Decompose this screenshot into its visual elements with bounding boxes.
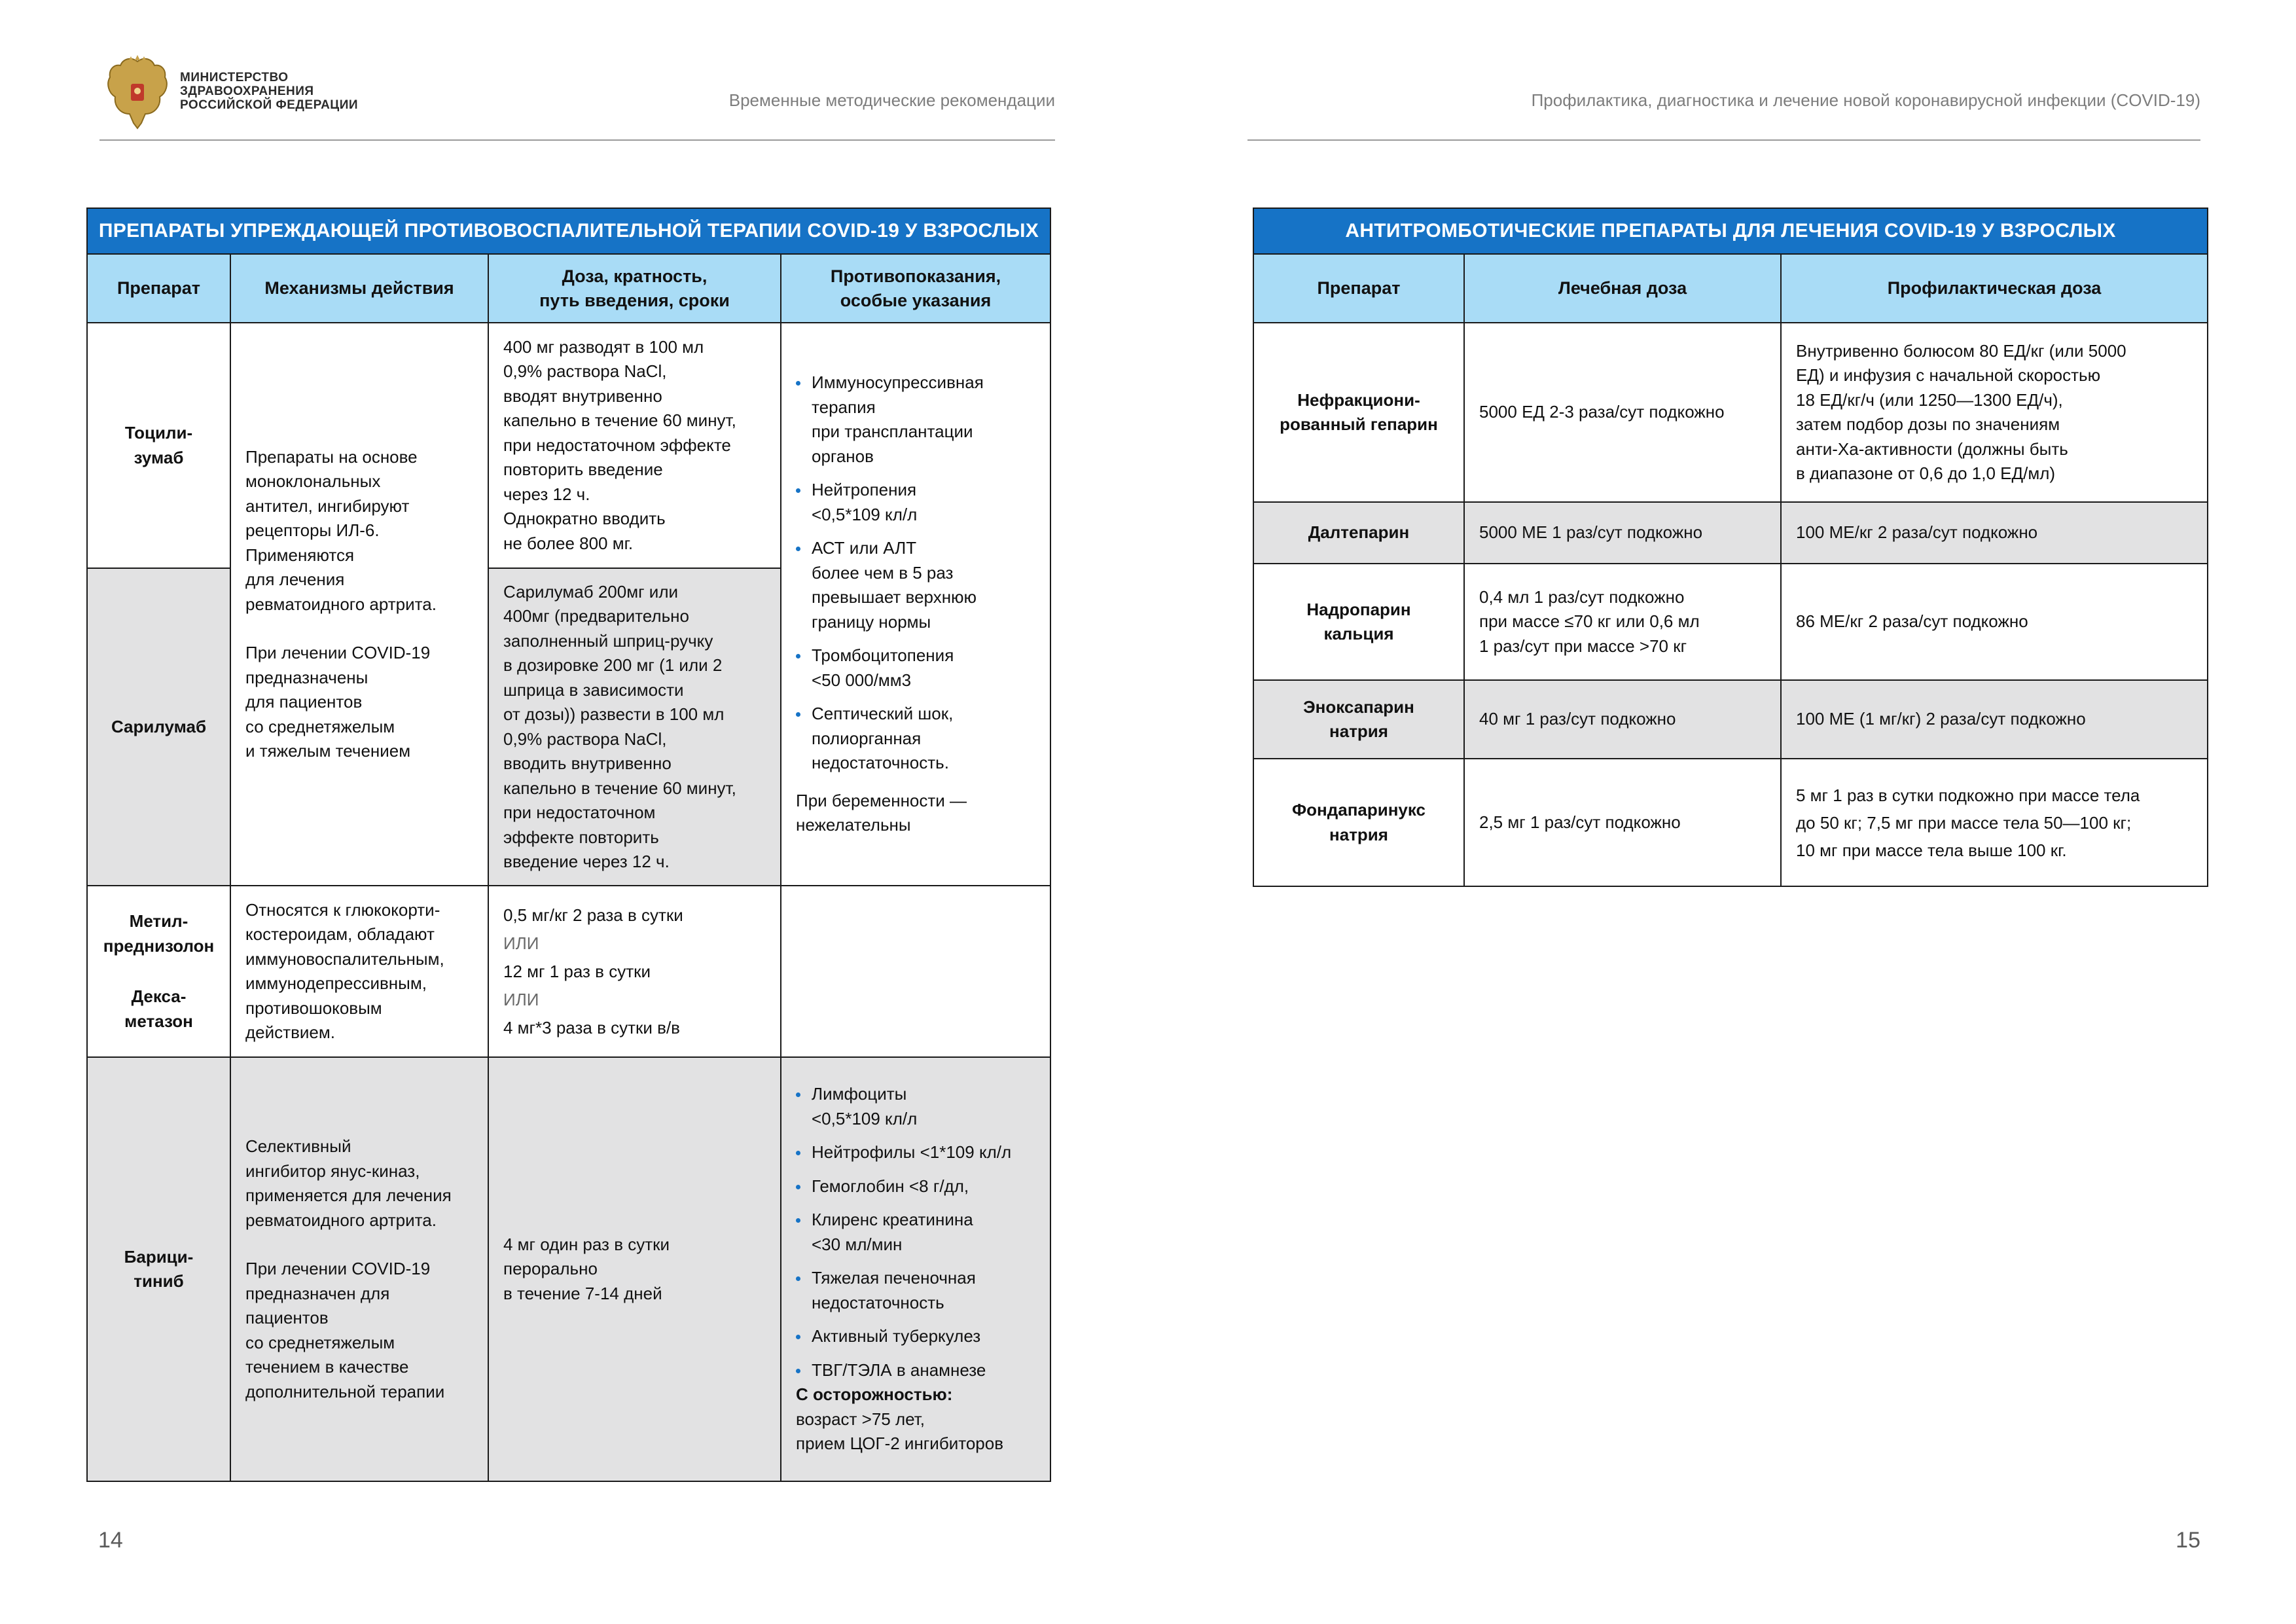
- antithrombotic-table: [1253, 208, 2208, 887]
- column-header: Профилактическая доза: [1781, 254, 2208, 323]
- list-item: Лимфоциты <0,5*109 кл/л: [796, 1082, 1035, 1131]
- column-header: Доза, кратность, путь введения, сроки: [488, 254, 781, 323]
- list-item: ТВГ/ТЭЛА в анамнезе: [796, 1358, 1035, 1383]
- treatment-dose-cell: 40 мг 1 раз/сут подкожно: [1464, 680, 1781, 759]
- header-divider: [99, 139, 1055, 141]
- list-item: Септический шок, полиорганная недостаточность.: [796, 702, 1035, 776]
- drug-name: Сарилумаб: [87, 568, 230, 886]
- treatment-dose-cell: 2,5 мг 1 раз/сут подкожно: [1464, 759, 1781, 886]
- page-number: 15: [2176, 1528, 2200, 1553]
- list-item: Тромбоцитопения <50 000/мм3: [796, 643, 1035, 693]
- pregnancy-note: При беременности — нежелательны: [796, 790, 967, 835]
- prophylactic-dose-cell: Внутривенно болюсом 80 ЕД/кг (или 5000 ЕД) и инфузия с начальной скоростью 18 ЕД/кг/ч (или 1250—1300 ЕД/ч), затем подбор дозы по значениям анти-Ха-активности (должны быть в диапазоне от 0,6 до 1,0 ЕД/мл): [1781, 323, 2208, 502]
- anti-inflammatory-table: [86, 208, 1051, 1482]
- drug-name: Метил- преднизолон Декса- метазон: [87, 886, 230, 1057]
- drug-name: Фондапаринукс натрия: [1253, 759, 1464, 886]
- list-item: АСТ или АЛТ более чем в 5 раз превышает верхнюю границу нормы: [796, 536, 1035, 634]
- dose-cell: Сарилумаб 200мг или 400мг (предварительно заполненный шприц-ручку в дозировке 200 мг (1 или 2 шприца в зависимости от дозы)) развести в 100 мл 0,9% раствора NaCl, вводить внутривенно капельно в течение 60 минут, при недостаточном эффекте повторить введение через 12 ч.: [488, 568, 781, 886]
- dose-cell: 0,5 мг/кг 2 раза в сутки ИЛИ 12 мг 1 раз в сутки ИЛИ 4 мг*3 раза в сутки в/в: [488, 886, 781, 1057]
- contraindications-cell: [781, 886, 1050, 1057]
- prophylactic-dose-cell: 86 МЕ/кг 2 раза/сут подкожно: [1781, 564, 2208, 680]
- dose-cell: 4 мг один раз в сутки перорально в течение 7-14 дней: [488, 1057, 781, 1481]
- list-item: Нейтрофилы <1*109 кл/л: [796, 1140, 1035, 1165]
- mechanism-cell: Относятся к глюкокорти- костероидам, обладают иммуновоспалительным, иммунодепрессивным, противошоковым действием.: [230, 886, 488, 1057]
- list-item: Активный туберкулез: [796, 1324, 1035, 1349]
- dose-cell: 400 мг разводят в 100 мл 0,9% раствора NaCl, вводят внутривенно капельно в течение 60 минут, при недостаточном эффекте повторить введение через 12 ч. Однократно вводить не более 800 мг.: [488, 323, 781, 568]
- mechanism-cell: Селективный ингибитор янус-киназ, применяется для лечения ревматоидного артрита. При лечении COVID-19 предназначен для пациентов со среднетяжелым течением в качестве дополнительной терапии: [230, 1057, 488, 1481]
- treatment-dose-cell: 5000 ЕД 2-3 раза/сут подкожно: [1464, 323, 1781, 502]
- right-page: [1148, 0, 2296, 1624]
- header-divider: [1247, 139, 2200, 141]
- column-header: Препарат: [87, 254, 230, 323]
- ministry-name: МИНИСТЕРСТВО ЗДРАВООХРАНЕНИЯ РОССИЙСКОЙ ФЕДЕРАЦИИ: [180, 71, 359, 112]
- drug-name: Тоцили- зумаб: [87, 323, 230, 568]
- column-header: Механизмы действия: [230, 254, 488, 323]
- header-title: Временные методические рекомендации: [728, 90, 1055, 110]
- drug-name: Далтепарин: [1253, 502, 1464, 564]
- contraindications-list: [796, 370, 1035, 776]
- treatment-dose-cell: 0,4 мл 1 раз/сут подкожно при массе ≤70 кг или 0,6 мл 1 раз/сут при массе >70 кг: [1464, 564, 1781, 680]
- drug-name: Барици- тиниб: [87, 1057, 230, 1481]
- mechanism-cell: Препараты на основе моноклональных антител, ингибируют рецепторы ИЛ-6. Применяются для лечения ревматоидного артрита. При лечении COVID-19 предназначены для пациентов со среднетяжелым и тяжелым течением: [230, 323, 488, 886]
- column-header: Препарат: [1253, 254, 1464, 323]
- drug-name: Эноксапарин натрия: [1253, 680, 1464, 759]
- list-item: Тяжелая печеночная недостаточность: [796, 1266, 1035, 1315]
- list-item: Нейтропения <0,5*109 кл/л: [796, 478, 1035, 527]
- drug-name: Надропарин кальция: [1253, 564, 1464, 680]
- prophylactic-dose-cell: 100 МЕ (1 мг/кг) 2 раза/сут подкожно: [1781, 680, 2208, 759]
- prophylactic-dose-cell: 5 мг 1 раз в сутки подкожно при массе тела до 50 кг; 7,5 мг при массе тела 50—100 кг; 10 мг при массе тела выше 100 кг.: [1781, 759, 2208, 886]
- table-title: ПРЕПАРАТЫ УПРЕЖДАЮЩЕЙ ПРОТИВОВОСПАЛИТЕЛЬНОЙ ТЕРАПИИ COVID-19 У ВЗРОСЛЫХ: [87, 208, 1050, 254]
- contraindications-list: [796, 1082, 1035, 1382]
- header-title: Профилактика, диагностика и лечение новой коронавирусной инфекции (COVID-19): [1531, 90, 2200, 110]
- page-number: 14: [98, 1528, 123, 1553]
- column-header: Противопоказания, особые указания: [781, 254, 1050, 323]
- list-item: Гемоглобин <8 г/дл,: [796, 1174, 1035, 1199]
- prophylactic-dose-cell: 100 МЕ/кг 2 раза/сут подкожно: [1781, 502, 2208, 564]
- column-header: Лечебная доза: [1464, 254, 1781, 323]
- treatment-dose-cell: 5000 МЕ 1 раз/сут подкожно: [1464, 502, 1781, 564]
- table-title: АНТИТРОМБОТИЧЕСКИЕ ПРЕПАРАТЫ ДЛЯ ЛЕЧЕНИЯ COVID-19 У ВЗРОСЛЫХ: [1253, 208, 2208, 254]
- coat-of-arms-icon: [105, 55, 170, 131]
- contraindications-cell: [781, 1057, 1050, 1481]
- caution-note: С осторожностью: возраст >75 лет, прием ЦОГ-2 ингибиторов: [796, 1384, 1004, 1454]
- drug-name: Нефракциони- рованный гепарин: [1253, 323, 1464, 502]
- list-item: Иммуносупрессивная терапия при трансплантации органов: [796, 370, 1035, 469]
- contraindications-cell: [781, 323, 1050, 886]
- list-item: Клиренс креатинина <30 мл/мин: [796, 1208, 1035, 1257]
